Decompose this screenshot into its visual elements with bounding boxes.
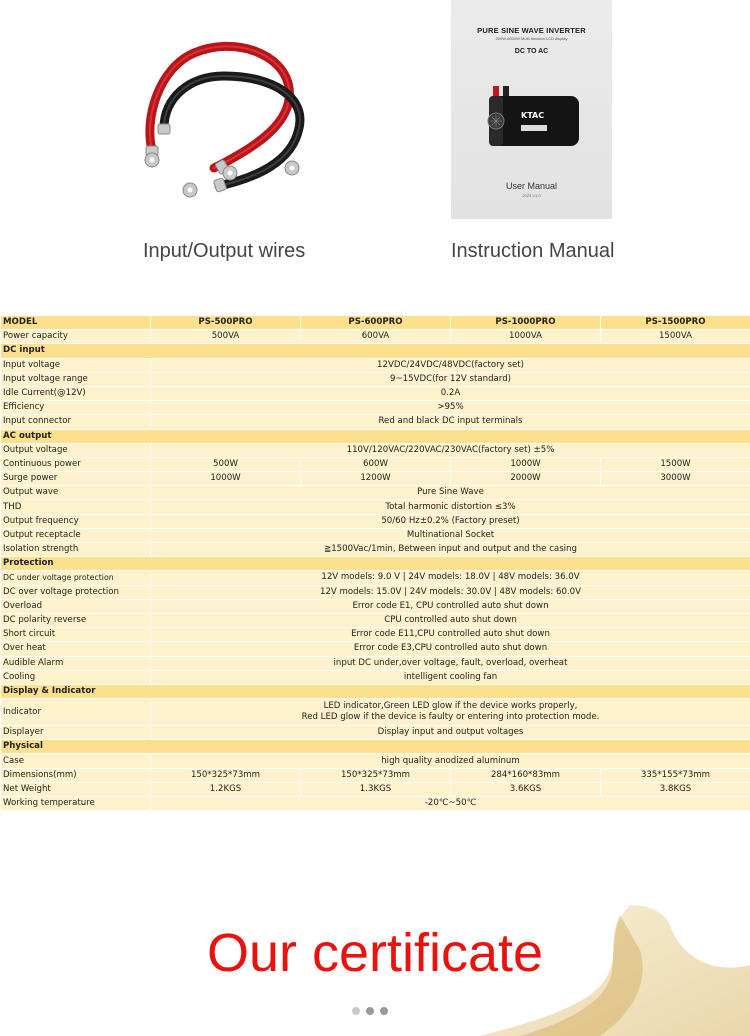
header-cell: MODEL (1, 316, 151, 330)
cell-value: Error code E3,CPU controlled auto shut down (151, 642, 750, 656)
cell-value (151, 699, 750, 726)
row-label: Dimensions(mm) (1, 768, 151, 782)
section-title: Display & Indicator (1, 684, 750, 698)
cell-value: 12V models: 9.0 V | 24V models: 18.0V | 48V models: 36.0V (151, 571, 750, 585)
table-row (1, 543, 750, 557)
table-row (1, 372, 750, 386)
table-row (1, 613, 750, 627)
table-row (1, 571, 750, 585)
row-label: Audible Alarm (1, 656, 151, 670)
section-row (1, 344, 750, 358)
cell-value: ≧1500Vac/1min, Between input and output and the casing (151, 543, 750, 557)
row-label: Working temperature (1, 797, 151, 811)
indicator-line-1: LED indicator,Green LED glow if the device works properly, (323, 701, 578, 712)
table-row (1, 358, 750, 372)
header-cell: PS-1500PRO (601, 316, 750, 330)
cell-value: 600W (301, 457, 451, 471)
cell-value: Multinational Socket (151, 528, 750, 542)
cell-value: high quality anodized aluminum (151, 754, 750, 768)
row-label: Output wave (1, 486, 151, 500)
row-label: Efficiency (1, 401, 151, 415)
cell-value: 1500W (601, 457, 750, 471)
row-label: Input voltage (1, 358, 151, 372)
section-row (1, 429, 750, 443)
cell-value: CPU controlled auto shut down (151, 613, 750, 627)
row-label: Isolation strength (1, 543, 151, 557)
manual-version: 2023 V1.0 (522, 193, 541, 198)
row-label: Displayer (1, 726, 151, 740)
cell-value: 12VDC/24VDC/48VDC(factory set) (151, 358, 750, 372)
row-label: Over heat (1, 642, 151, 656)
cell-value: 284*160*83mm (451, 768, 601, 782)
row-label: Short circuit (1, 628, 151, 642)
indicator-line-2: Red LED glow if the device is faulty or entering into protection mode. (301, 712, 600, 723)
table-header-row (1, 316, 750, 330)
row-label: Input voltage range (1, 372, 151, 386)
header-cell: PS-1000PRO (451, 316, 601, 330)
row-label: DC under voltage protection (1, 571, 151, 585)
section-row (1, 740, 750, 754)
row-label: DC polarity reverse (1, 613, 151, 627)
header-cell: PS-500PRO (151, 316, 301, 330)
section-title: Protection (1, 557, 750, 571)
cell-value: Error code E11,CPU controlled auto shut down (151, 628, 750, 642)
row-label: Cooling (1, 670, 151, 684)
manual-brand: KTAC (521, 111, 545, 120)
table-row (1, 699, 750, 726)
cell-value: 110V/120VAC/220VAC/230VAC(factory set) ±5% (151, 443, 750, 457)
cell-value: Error code E1, CPU controlled auto shut down (151, 599, 750, 613)
cell-value: 2000W (451, 472, 601, 486)
section-title: DC input (1, 344, 750, 358)
row-label: Output frequency (1, 514, 151, 528)
caption-wires: Input/Output wires (143, 240, 306, 262)
cell-value: 1.3KGS (301, 782, 451, 796)
cell-value: 500W (151, 457, 301, 471)
carousel-dot[interactable] (380, 1007, 388, 1015)
cell-value: 3.6KGS (451, 782, 601, 796)
table-row (1, 782, 750, 796)
input-output-wires-image (134, 28, 314, 208)
cell-value: 12V models: 15.0V | 24V models: 30.0V | 48V models: 60.0V (151, 585, 750, 599)
table-row (1, 670, 750, 684)
instruction-manual-image (451, 0, 612, 219)
table-row (1, 768, 750, 782)
cell-value: 3.8KGS (601, 782, 750, 796)
cell-value: 3000W (601, 472, 750, 486)
row-label: Surge power (1, 472, 151, 486)
cell-value: 600VA (301, 330, 451, 344)
section-row (1, 557, 750, 571)
table-row (1, 486, 750, 500)
row-label: Output voltage (1, 443, 151, 457)
cell-value: 1.2KGS (151, 782, 301, 796)
row-label: Power capacity (1, 330, 151, 344)
table-row (1, 726, 750, 740)
table-row (1, 528, 750, 542)
cell-value: 150*325*73mm (301, 768, 451, 782)
table-row (1, 472, 750, 486)
section-title: AC output (1, 429, 750, 443)
inverter-device-image (483, 78, 583, 158)
header-cell: PS-600PRO (301, 316, 451, 330)
cell-value: Red and black DC input terminals (151, 415, 750, 429)
cell-value: 9~15VDC(for 12V standard) (151, 372, 750, 386)
cell-value: 1500VA (601, 330, 750, 344)
manual-user-manual-label: User Manual (505, 181, 558, 191)
cell-value: 50/60 Hz±0.2% (Factory preset) (151, 514, 750, 528)
caption-manual: Instruction Manual (451, 240, 615, 262)
section-row (1, 684, 750, 698)
cell-value: 500VA (151, 330, 301, 344)
row-label: Overload (1, 599, 151, 613)
row-label: Output receptacle (1, 528, 151, 542)
table-row (1, 754, 750, 768)
cell-value: Total harmonic distortion ≤3% (151, 500, 750, 514)
cell-value: Pure Sine Wave (151, 486, 750, 500)
cell-value: 1000W (451, 457, 601, 471)
row-label: DC over voltage protection (1, 585, 151, 599)
row-label: Indicator (1, 699, 151, 726)
cell-value: 150*325*73mm (151, 768, 301, 782)
certificate-title: Our certificate (206, 923, 544, 983)
cell-value: 0.2A (151, 386, 750, 400)
row-label: THD (1, 500, 151, 514)
table-row (1, 656, 750, 670)
cell-value: 1200W (301, 472, 451, 486)
spec-table (0, 315, 750, 811)
cell-value: 335*155*73mm (601, 768, 750, 782)
table-row (1, 330, 750, 344)
cell-value: intelligent cooling fan (151, 670, 750, 684)
table-row (1, 797, 750, 811)
row-label: Continuous power (1, 457, 151, 471)
table-row (1, 599, 750, 613)
table-row (1, 500, 750, 514)
cell-value: Display input and output voltages (151, 726, 750, 740)
carousel-dot[interactable] (352, 1007, 360, 1015)
cell-value: >95% (151, 401, 750, 415)
row-label: Net Weight (1, 782, 151, 796)
row-label: Case (1, 754, 151, 768)
table-row (1, 585, 750, 599)
table-row (1, 386, 750, 400)
carousel-dots (352, 1002, 394, 1020)
row-label: Input connector (1, 415, 151, 429)
table-row (1, 401, 750, 415)
table-row (1, 628, 750, 642)
carousel-dot[interactable] (366, 1007, 374, 1015)
table-row (1, 415, 750, 429)
manual-subtitle: 300W-6000W Multi-function LCD display (495, 36, 568, 41)
cell-value: 1000VA (451, 330, 601, 344)
row-label: Idle Current(@12V) (1, 386, 151, 400)
cell-value: -20℃~50℃ (151, 797, 750, 811)
cell-value: 1000W (151, 472, 301, 486)
table-row (1, 514, 750, 528)
manual-dc-to-ac: DC TO AC (514, 48, 549, 55)
table-row (1, 642, 750, 656)
table-row (1, 457, 750, 471)
cell-value: input DC under,over voltage, fault, overload, overheat (151, 656, 750, 670)
manual-title: PURE SINE WAVE INVERTER (477, 26, 586, 35)
section-title: Physical (1, 740, 750, 754)
table-row (1, 443, 750, 457)
